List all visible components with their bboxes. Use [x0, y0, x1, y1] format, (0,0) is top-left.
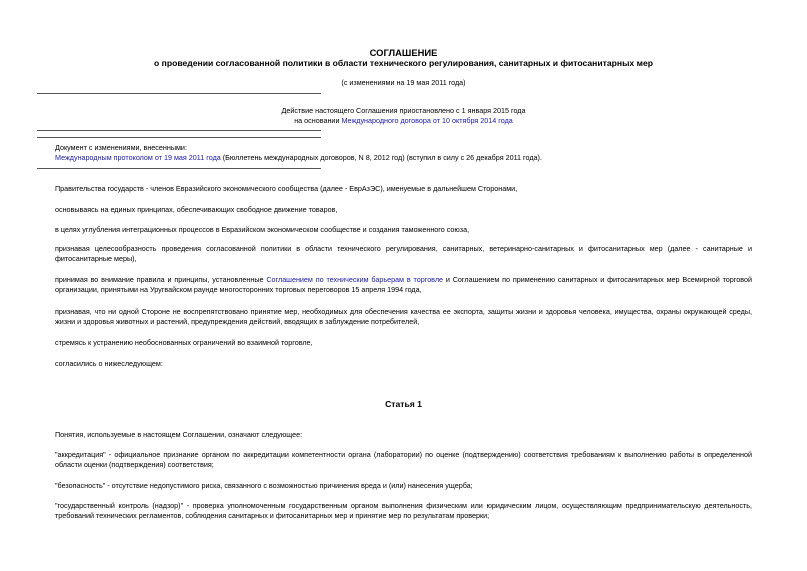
article-1-title: Статья 1	[385, 399, 422, 409]
amendments-rest: (Бюллетень международных договоров, N 8, 2012 год) (вступил в силу с 26 декабря 2011 года).	[220, 153, 542, 162]
suspension-line-2	[0, 116, 807, 126]
protocol-link[interactable]: Международным протоколом от 19 мая 2011 года	[55, 153, 221, 162]
divider	[37, 93, 321, 94]
divider	[37, 137, 321, 138]
preamble-paragraph: стремясь к устранению необоснованных ограничений во взаимной торговле,	[55, 338, 313, 347]
document-subtitle: о проведении согласованной политики в области технического регулирования, санитарных и фитосанитарных мер	[154, 58, 653, 68]
amendments-line	[55, 153, 755, 163]
preamble-paragraph: Правительства государств - членов Евразийского экономического сообщества (далее - ЕврАзЭС), именуемые в дальнейшем Сторонами,	[55, 184, 518, 193]
preamble-paragraph: согласились о нижеследующем:	[55, 359, 163, 368]
amendments-label: Документ с изменениями, внесенными:	[55, 143, 187, 152]
p5-prefix: принимая во внимание правила и принципы, установленные	[55, 275, 267, 284]
preamble-paragraph: признавая целесообразность проведения согласованной политики в области технического регулирования, санитарных, ветеринарно-санитарных и фитосанитарных мер (далее - санитарные и фитосанитарные меры),	[55, 244, 752, 263]
divider	[37, 168, 321, 169]
definition-paragraph: "государственный контроль (надзор)" - проверка уполномоченным государственным органом выполнения физическим или юридическим лицом, осуществляющим предпринимательскую деятельность, требований технических регламентов, соблюдения санитарных и фитосанитарных мер и принятие мер по результатам проверки;	[55, 501, 752, 520]
changes-note: (с изменениями на 19 мая 2011 года)	[341, 78, 466, 87]
document-title: СОГЛАШЕНИЕ	[369, 47, 438, 58]
preamble-paragraph: основываясь на единых принципах, обеспечивающих свободное движение товаров,	[55, 205, 338, 214]
preamble-paragraph: в целях углубления интеграционных процессов в Евразийском экономическом сообществе и создания таможенного союза,	[55, 225, 470, 234]
suspension-prefix: на основании	[294, 116, 342, 125]
preamble-paragraph	[55, 275, 752, 294]
definition-paragraph: "аккредитация" - официальное признание органом по аккредитации компетентности органа (лаборатории) по оценке (подтверждению) соответствия требованиям к выполнению работы в определенной области оценки (подтверждения) соответствия;	[55, 450, 752, 469]
suspension-line-1: Действие настоящего Соглашения приостановлено с 1 января 2015 года	[281, 106, 526, 115]
suspension-treaty-link[interactable]: Международного договора от 10 октября 2014 года	[341, 116, 513, 125]
article-1-intro: Понятия, используемые в настоящем Соглашении, означают следующее:	[55, 430, 303, 439]
preamble-paragraph: признавая, что ни одной Стороне не воспрепятствовано принятие мер, необходимых для обеспечения качества ее экспорта, защиты жизни и здоровья человека, имущества, охраны окружающей среды, жизни и здоровья животных и растений, предупреждения действий, вводящих в заблуждение потребителей,	[55, 307, 752, 326]
divider	[37, 130, 321, 131]
tbt-agreement-link[interactable]: Соглашением по техническим барьерам в торговле	[266, 275, 444, 284]
p5-rest: и Соглашением по применению санитарных и фитосанитарных мер Всемирной торговой организации, принятыми на Уругвайском раунде многосторонних торговых переговоров 15 апреля 1994 года,	[55, 275, 752, 294]
definition-paragraph: "безопасность" - отсутствие недопустимого риска, связанного с возможностью причинения вреда и (или) нанесения ущерба;	[55, 481, 473, 490]
